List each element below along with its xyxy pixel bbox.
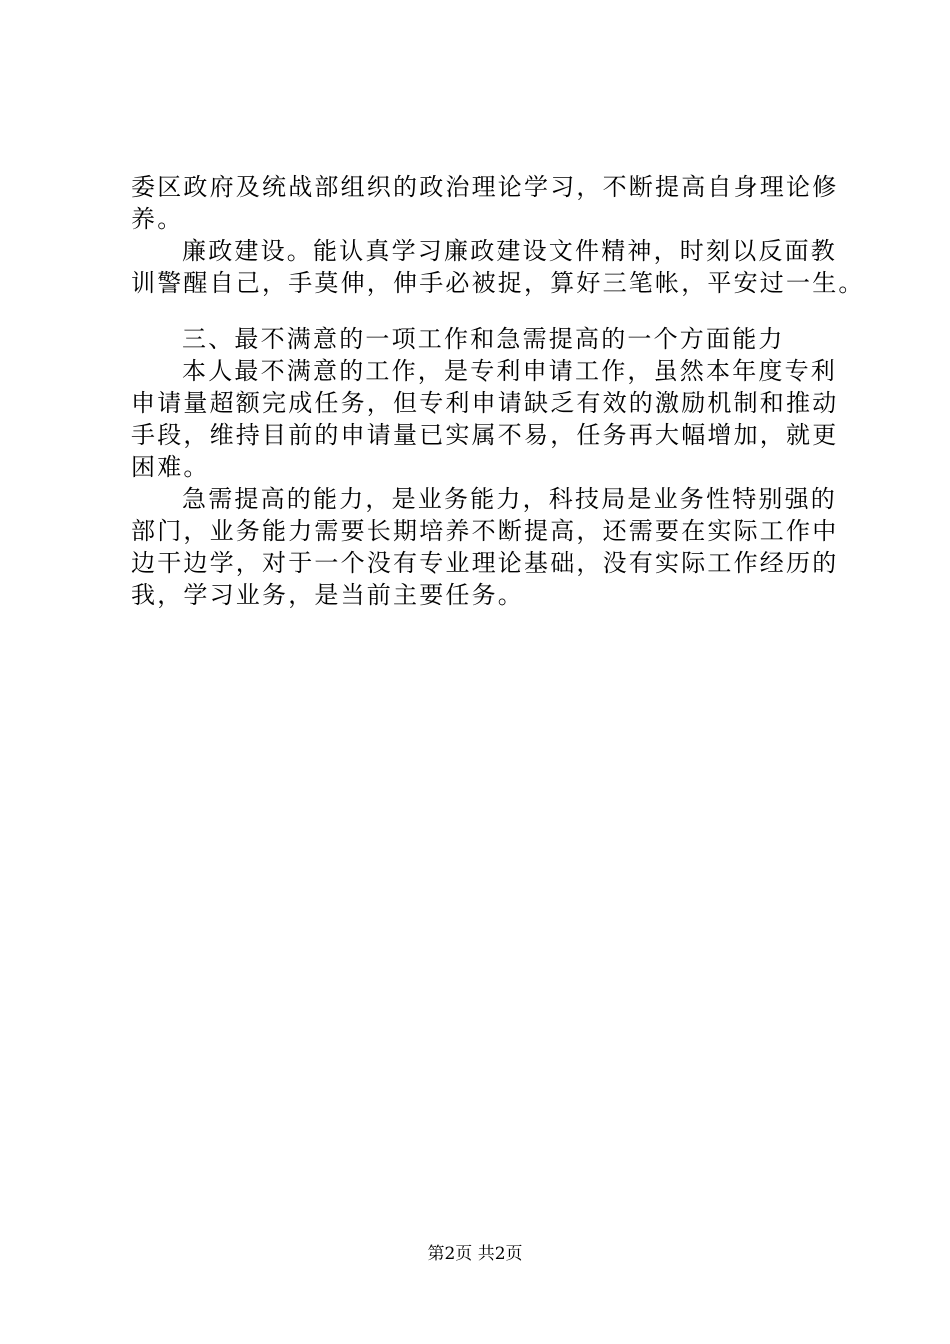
page-number: 第2页 共2页: [427, 1244, 523, 1264]
text-line: 手段，维持目前的申请量已实属不易，任务再大幅增加，就更: [131, 421, 839, 449]
text-line: 边干边学，对于一个没有专业理论基础，没有实际工作经历的: [131, 549, 839, 577]
text-line: 部门，业务能力需要长期培养不断提高，还需要在实际工作中: [131, 517, 839, 545]
paragraph-least-satisfied: [131, 355, 839, 483]
document-body: [131, 171, 865, 611]
text-line: 急需提高的能力，是业务能力，科技局是业务性特别强的: [182, 485, 837, 513]
section-heading-text: 三、最不满意的一项工作和急需提高的一个方面能力: [182, 325, 785, 353]
text-line: 委区政府及统战部组织的政治理论学习，不断提高自身理论修: [131, 173, 839, 201]
text-line: 困难。: [131, 453, 210, 481]
text-line: 我，学习业务，是当前主要任务。: [131, 581, 524, 609]
paragraph-spacer: [131, 299, 836, 323]
text-line: 养。: [131, 205, 184, 233]
text-line: 申请量超额完成任务，但专利申请缺乏有效的激励机制和推动: [131, 389, 839, 417]
page-footer: [0, 1243, 950, 1265]
paragraph-integrity: [131, 235, 865, 299]
text-line: 本人最不满意的工作，是专利申请工作，虽然本年度专利: [182, 357, 837, 385]
paragraph-ability-to-improve: [131, 483, 839, 611]
text-line: 廉政建设。能认真学习廉政建设文件精神，时刻以反面教: [182, 237, 837, 265]
text-line: 训警醒自己，手莫伸，伸手必被捉，算好三笔帐，平安过一生。: [131, 269, 865, 297]
paragraph-politics-study: [131, 171, 839, 235]
section-heading: [131, 323, 836, 355]
